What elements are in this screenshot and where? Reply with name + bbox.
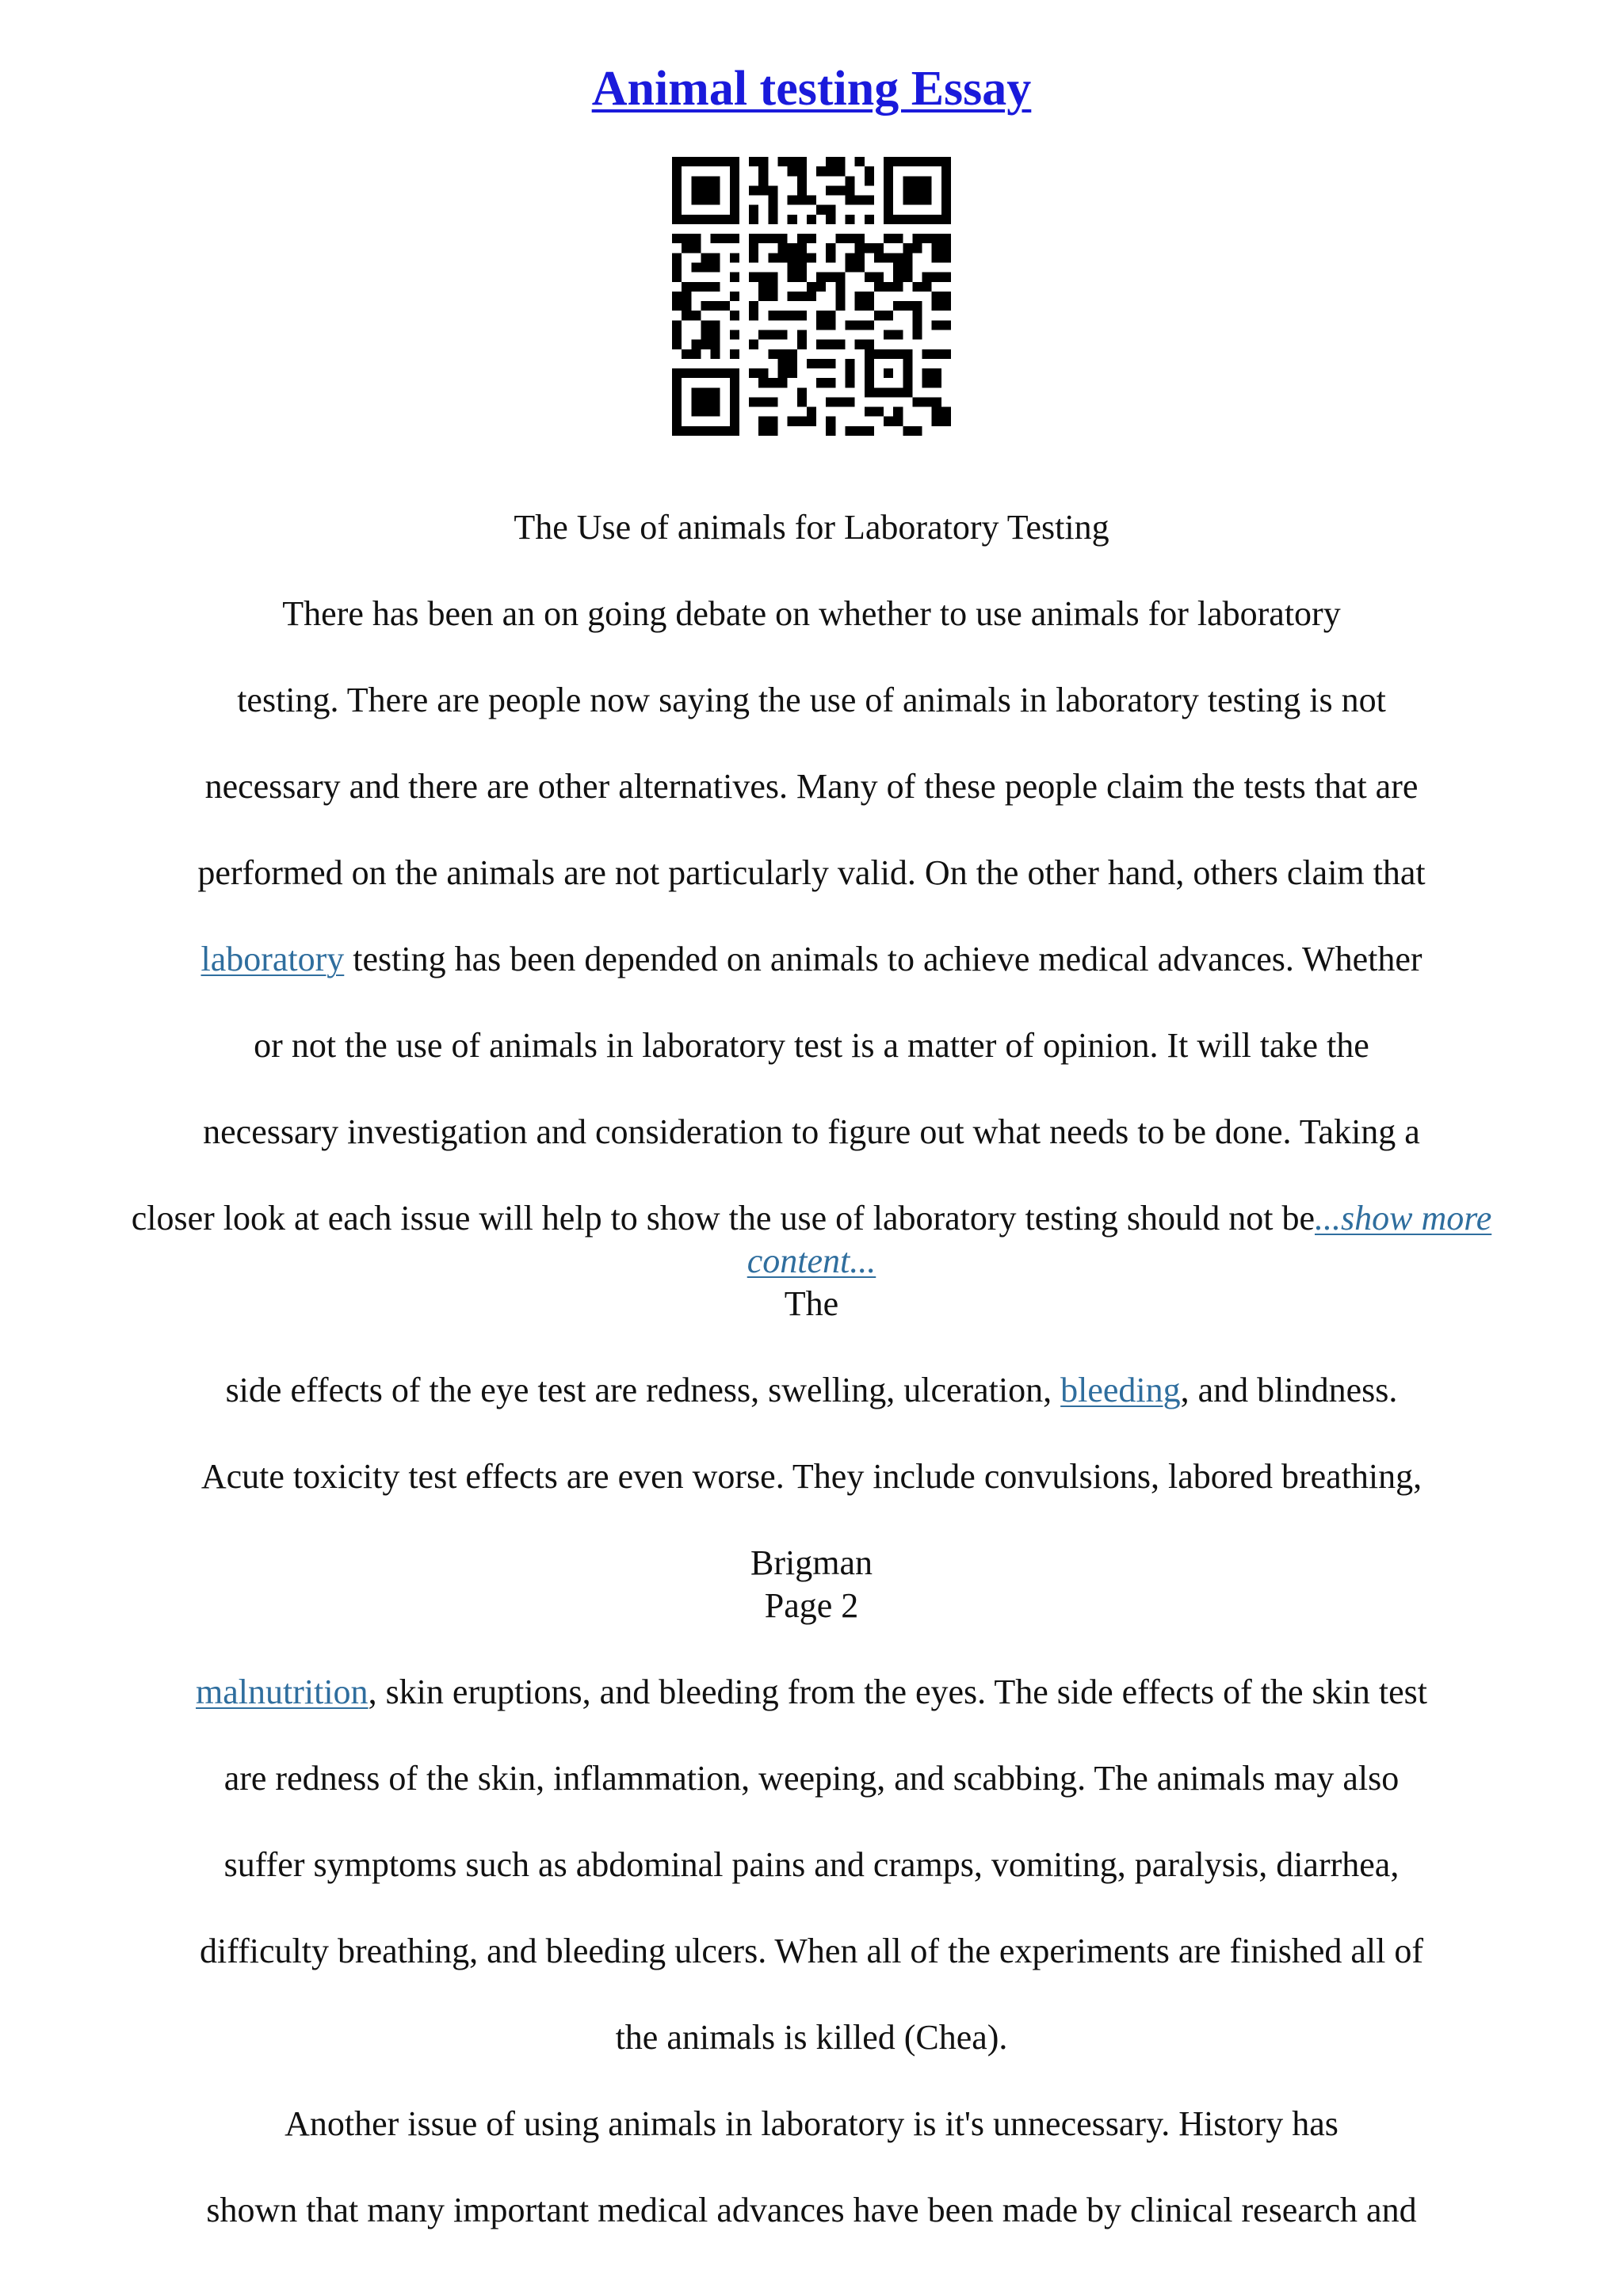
paragraph-1-line-3: necessary and there are other alternatives. Many of these people claim the tests that are xyxy=(204,767,1419,806)
paragraph-3-line-2: are redness of the skin, inflammation, weeping, and scabbing. The animals may also xyxy=(223,1759,1400,1798)
paragraph-1-line-4: performed on the animals are not particularly valid. On the other hand, others claim that xyxy=(197,853,1426,892)
qr-code-icon xyxy=(672,157,951,436)
paragraph-1-line-6: or not the use of animals in laboratory test is a matter of opinion. It will take the xyxy=(254,1026,1369,1065)
paragraph-1-line-1: There has been an on going debate on whether to use animals for laboratory xyxy=(282,594,1341,633)
paragraph-3-line-4: difficulty breathing, and bleeding ulcers. When all of the experiments are finished all of xyxy=(200,1932,1423,1970)
paragraph-2-line-2-text-b: , and blindness. xyxy=(1180,1371,1398,1409)
show-more-link[interactable]: ...show more xyxy=(1314,1199,1492,1238)
essay-heading: The Use of animals for Laboratory Testing xyxy=(514,508,1109,547)
paragraph-3-line-5: the animals is killed (Chea). xyxy=(615,2018,1008,2057)
paragraph-3-line-1-text: , skin eruptions, and bleeding from the eyes. The side effects of the skin test xyxy=(368,1672,1427,1711)
page-header-number: Page 2 xyxy=(764,1586,859,1625)
paragraph-1-line-8 xyxy=(0,1196,1623,1241)
paragraph-3-line-1 xyxy=(0,1670,1623,1714)
paragraph-1-line-2: testing. There are people now saying the use of animals in laboratory testing is not xyxy=(237,681,1386,719)
paragraph-1-line-8-text: closer look at each issue will help to show the use of laboratory testing should not be xyxy=(131,1199,1315,1238)
paragraph-1-line-5-text: testing has been depended on animals to achieve medical advances. Whether xyxy=(344,940,1423,978)
essay-title-link[interactable]: Animal testing Essay xyxy=(591,62,1032,116)
paragraph-4-line-2: shown that many important medical advances have been made by clinical research and xyxy=(206,2191,1417,2229)
page-header-name: Brigman xyxy=(750,1543,873,1582)
paragraph-3-line-3: suffer symptoms such as abdominal pains and cramps, vomiting, paralysis, diarrhea, xyxy=(223,1845,1400,1884)
paragraph-1-line-5 xyxy=(0,937,1623,982)
laboratory-link[interactable]: laboratory xyxy=(200,940,345,978)
paragraph-2-line-2-text-a: side effects of the eye test are redness, swelling, ulceration, xyxy=(225,1371,1061,1409)
bleeding-link[interactable]: bleeding xyxy=(1060,1371,1181,1409)
paragraph-2-line-1: The xyxy=(784,1284,839,1323)
show-more-link-continued[interactable]: content... xyxy=(747,1241,876,1280)
paragraph-2-line-2 xyxy=(0,1368,1623,1413)
paragraph-2-line-3: Acute toxicity test effects are even worse. They include convulsions, labored breathing, xyxy=(200,1457,1423,1496)
paragraph-4-line-1: Another issue of using animals in laboratory is it's unnecessary. History has xyxy=(285,2104,1338,2143)
paragraph-1-line-7: necessary investigation and consideration to figure out what needs to be done. Taking a xyxy=(203,1112,1420,1151)
malnutrition-link[interactable]: malnutrition xyxy=(196,1672,369,1711)
show-more-continuation xyxy=(0,1239,1623,1283)
